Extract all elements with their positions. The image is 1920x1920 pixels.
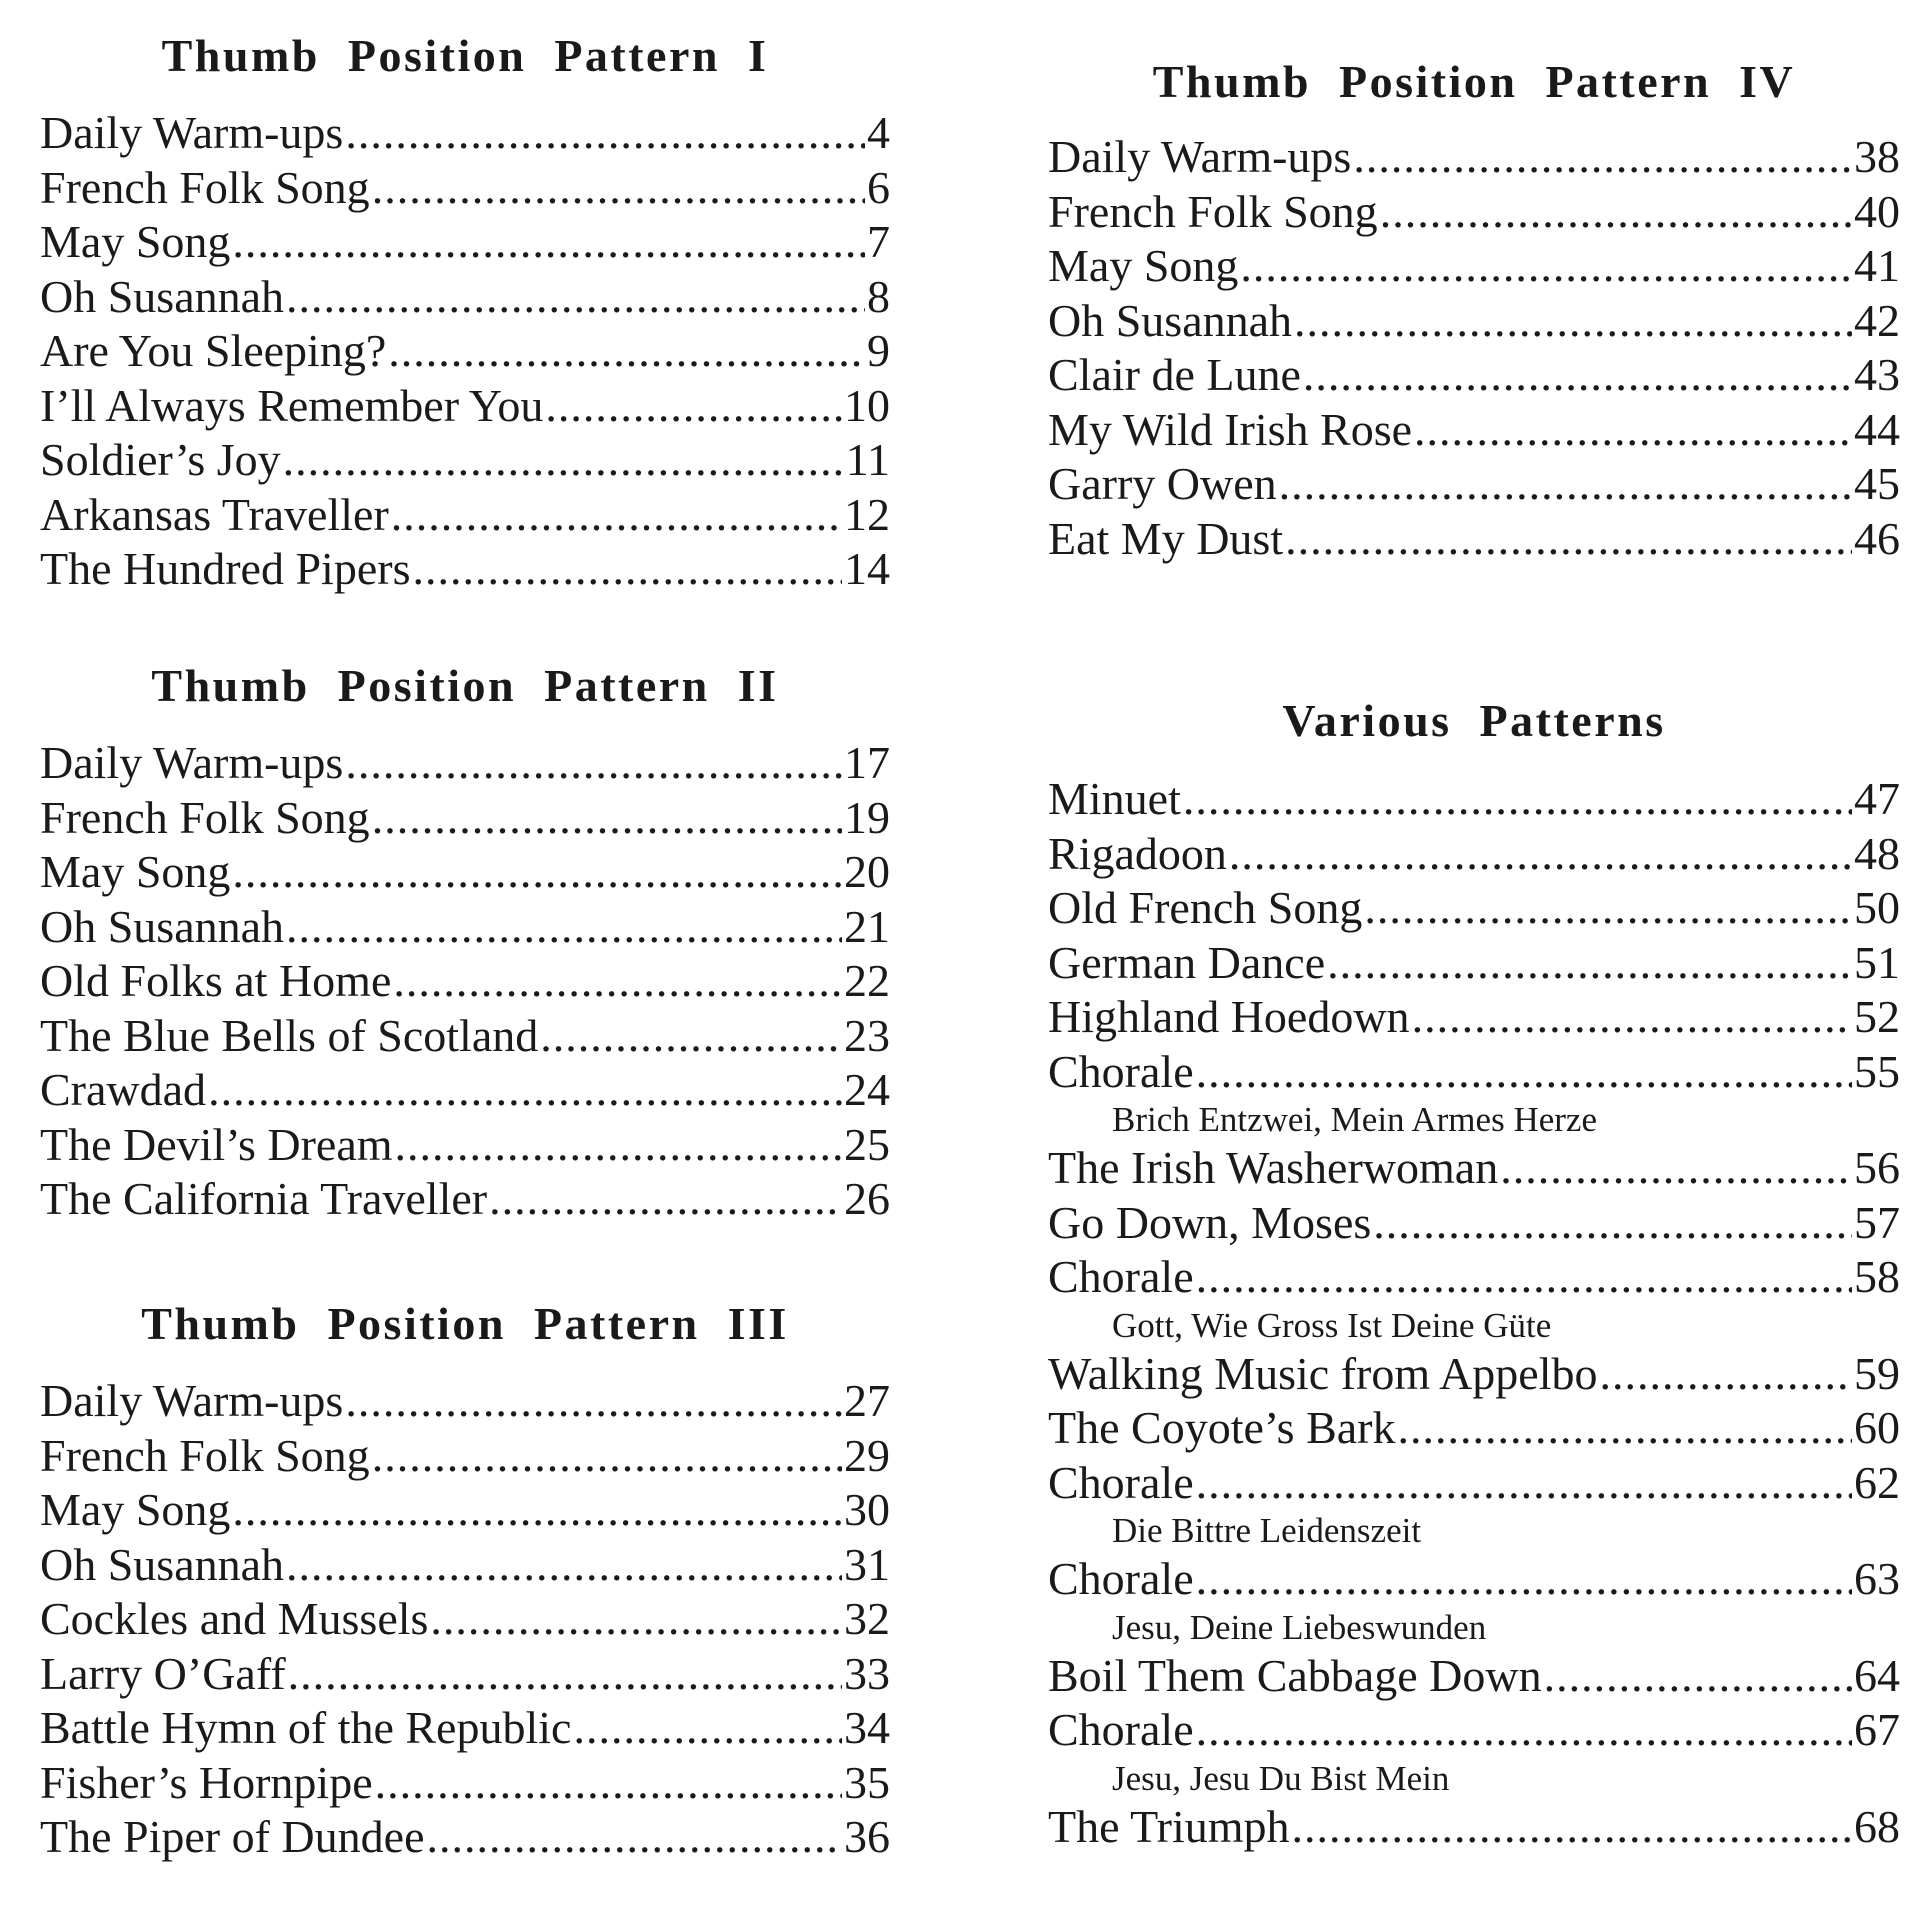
entry-title: The Irish Washerwoman <box>1048 1142 1499 1193</box>
entries-pattern-1 <box>40 106 890 597</box>
entry-title: Cockles and Mussels <box>40 1593 429 1644</box>
toc-entry <box>1048 772 1900 827</box>
entry-page-number: 29 <box>844 1429 890 1481</box>
toc-entry <box>40 324 890 379</box>
dot-leader <box>1229 827 1852 882</box>
entry-title: May Song <box>40 1484 231 1535</box>
entry-page-number: 25 <box>844 1118 890 1170</box>
dot-leader <box>540 1009 842 1064</box>
entry-page-number: 31 <box>844 1538 890 1590</box>
dot-leader <box>288 1647 842 1702</box>
toc-entry-row <box>1048 1141 1900 1196</box>
toc-entry-row <box>1048 294 1900 349</box>
dot-leader <box>395 1118 842 1173</box>
toc-entry <box>1048 239 1900 294</box>
section-pattern-2 <box>40 658 890 714</box>
dot-leader <box>232 1483 842 1538</box>
toc-entry <box>1048 185 1900 240</box>
entry-page-number: 33 <box>844 1647 890 1699</box>
toc-entry <box>1048 1552 1900 1649</box>
entry-title: Garry Owen <box>1048 458 1277 509</box>
dot-leader <box>1364 881 1852 936</box>
dot-leader <box>1183 772 1852 827</box>
toc-entry <box>40 900 890 955</box>
entry-page-number: 52 <box>1854 991 1900 1042</box>
toc-entry-row <box>40 1483 890 1538</box>
entry-page-number: 43 <box>1854 349 1900 400</box>
toc-entry <box>1048 936 1900 991</box>
entry-title: The Coyote’s Bark <box>1048 1402 1396 1453</box>
toc-entry-row <box>1048 185 1900 240</box>
toc-entry-row <box>1048 1552 1900 1607</box>
dot-leader <box>545 379 842 434</box>
toc-entry-row <box>40 736 890 791</box>
toc-entry <box>40 488 890 543</box>
toc-entry-row <box>40 1810 890 1865</box>
dot-leader <box>372 1429 842 1484</box>
dot-leader <box>1196 1552 1852 1607</box>
toc-entry <box>40 433 890 488</box>
dot-leader <box>1196 1045 1852 1100</box>
entry-title: Old French Song <box>1048 882 1363 933</box>
entry-page-number: 9 <box>867 325 890 376</box>
dot-leader <box>430 1592 842 1647</box>
toc-entry-row <box>1048 1456 1900 1511</box>
dot-leader <box>1380 185 1852 240</box>
entry-title: Eat My Dust <box>1048 512 1284 564</box>
section-pattern-1 <box>40 28 890 84</box>
entry-title: French Folk Song <box>40 1429 370 1481</box>
entry-page-number: 47 <box>1854 773 1900 824</box>
entry-page-number: 6 <box>867 161 890 213</box>
dot-leader <box>372 161 865 216</box>
entry-page-number: 14 <box>844 543 890 594</box>
dot-leader <box>489 1172 842 1227</box>
entry-title: Are You Sleeping? <box>40 325 387 376</box>
toc-entry-row <box>40 1063 890 1118</box>
entry-page-number: 10 <box>844 379 890 431</box>
dot-leader <box>1353 130 1852 185</box>
entry-title: May Song <box>1048 240 1239 291</box>
toc-entry-row <box>40 488 890 543</box>
toc-entry <box>1048 1141 1900 1196</box>
toc-entry <box>40 1756 890 1811</box>
toc-entry-row <box>40 1701 890 1756</box>
entry-title: Clair de Lune <box>1048 349 1301 400</box>
entry-page-number: 50 <box>1854 882 1900 933</box>
entry-title: Minuet <box>1048 773 1181 824</box>
entry-page-number: 56 <box>1854 1142 1900 1193</box>
toc-entry <box>1048 1456 1900 1553</box>
section-title: Thumb Position Pattern IV <box>1152 56 1796 107</box>
toc-entry <box>40 1172 890 1227</box>
section-title: Various Patterns <box>1282 695 1666 746</box>
entry-title: Daily Warm-ups <box>40 107 344 158</box>
toc-entry <box>1048 827 1900 882</box>
section-pattern-4 <box>1048 54 1900 110</box>
dot-leader <box>372 791 842 846</box>
toc-entry-row <box>1048 936 1900 991</box>
toc-entry-row <box>1048 881 1900 936</box>
entry-title: The Triumph <box>1048 1800 1290 1852</box>
entry-page-number: 4 <box>867 107 890 158</box>
toc-entry-row <box>1048 1347 1900 1402</box>
entry-page-number: 11 <box>845 434 890 485</box>
entry-title: Soldier’s Joy <box>40 434 281 485</box>
toc-entry-row <box>1048 1250 1900 1305</box>
toc-entry <box>40 845 890 900</box>
dot-leader <box>412 542 842 597</box>
dot-leader <box>1600 1347 1852 1402</box>
toc-entry-row <box>40 1647 890 1702</box>
toc-entry <box>40 1483 890 1538</box>
toc-entry-row <box>40 1592 890 1647</box>
dot-leader <box>427 1810 843 1865</box>
toc-entry <box>40 1701 890 1756</box>
dot-leader <box>286 1538 842 1593</box>
entry-page-number: 32 <box>844 1593 890 1644</box>
entry-page-number: 45 <box>1854 458 1900 509</box>
toc-entry-row <box>40 106 890 161</box>
toc-entry-row <box>1048 1196 1900 1251</box>
dot-leader <box>232 845 842 900</box>
entry-title: Daily Warm-ups <box>1048 131 1352 182</box>
dot-leader <box>1412 990 1852 1045</box>
toc-entry <box>1048 1196 1900 1251</box>
entry-page-number: 62 <box>1854 1456 1900 1508</box>
toc-entry-row <box>1048 348 1900 403</box>
entry-title: Old Folks at Home <box>40 955 392 1006</box>
dot-leader <box>375 1756 842 1811</box>
dot-leader <box>208 1063 842 1118</box>
entry-page-number: 35 <box>844 1756 890 1808</box>
toc-entry <box>1048 881 1900 936</box>
dot-leader <box>393 954 842 1009</box>
entry-title: My Wild Irish Rose <box>1048 403 1413 455</box>
toc-entry <box>1048 1347 1900 1402</box>
dot-leader <box>1292 1800 1852 1855</box>
entry-page-number: 57 <box>1854 1196 1900 1248</box>
entry-page-number: 17 <box>844 737 890 788</box>
entry-page-number: 48 <box>1854 827 1900 879</box>
toc-entry-row <box>1048 403 1900 458</box>
entry-page-number: 19 <box>844 791 890 843</box>
toc-entry <box>1048 457 1900 512</box>
toc-entry <box>40 954 890 1009</box>
entry-title: The Blue Bells of Scotland <box>40 1009 539 1061</box>
entry-page-number: 36 <box>844 1811 890 1862</box>
entry-page-number: 8 <box>867 270 890 322</box>
entry-title: Oh Susannah <box>40 1538 285 1590</box>
dot-leader <box>1294 294 1852 349</box>
entry-page-number: 30 <box>844 1484 890 1535</box>
entry-subtitle: Jesu, Jesu Du Bist Mein <box>1112 1758 1450 1798</box>
toc-entry-row <box>1048 130 1900 185</box>
toc-entry-row <box>40 954 890 1009</box>
dot-leader <box>345 106 865 161</box>
entry-page-number: 64 <box>1854 1649 1900 1701</box>
toc-entry <box>1048 512 1900 567</box>
entry-page-number: 22 <box>844 955 890 1006</box>
toc-entry <box>40 542 890 597</box>
entry-title: The Piper of Dundee <box>40 1811 425 1862</box>
entry-title: Highland Hoedown <box>1048 991 1410 1042</box>
entry-title: Oh Susannah <box>1048 294 1293 346</box>
entry-page-number: 24 <box>844 1064 890 1115</box>
entries-pattern-2 <box>40 736 890 1227</box>
entry-page-number: 44 <box>1854 403 1900 455</box>
toc-entry-row <box>1048 457 1900 512</box>
toc-entry <box>40 791 890 846</box>
toc-entry <box>40 1063 890 1118</box>
entry-page-number: 51 <box>1854 936 1900 988</box>
toc-entry-row <box>40 1009 890 1064</box>
entry-title: Chorale <box>1048 1045 1194 1097</box>
entry-title: French Folk Song <box>40 161 370 213</box>
toc-entry-row <box>1048 990 1900 1045</box>
dot-leader <box>345 1374 842 1429</box>
toc-entry <box>40 1429 890 1484</box>
toc-entry-row <box>1048 1401 1900 1456</box>
toc-entry <box>1048 403 1900 458</box>
dot-leader <box>1373 1196 1852 1251</box>
entry-title: Boil Them Cabbage Down <box>1048 1649 1542 1701</box>
dot-leader <box>286 900 842 955</box>
entry-title: Chorale <box>1048 1553 1194 1604</box>
entry-page-number: 42 <box>1854 294 1900 346</box>
toc-entry-row <box>40 324 890 379</box>
entry-title: Oh Susannah <box>40 900 285 952</box>
dot-leader <box>1285 512 1852 567</box>
toc-entry <box>40 379 890 434</box>
toc-entry <box>40 736 890 791</box>
entry-title: Chorale <box>1048 1251 1194 1302</box>
dot-leader <box>391 488 842 543</box>
entry-page-number: 40 <box>1854 185 1900 237</box>
entry-title: French Folk Song <box>40 791 370 843</box>
entry-subtitle: Die Bittre Leidenszeit <box>1112 1511 1422 1550</box>
entry-page-number: 67 <box>1854 1704 1900 1755</box>
toc-entry-row <box>40 791 890 846</box>
toc-entry <box>40 1592 890 1647</box>
toc-entry-row <box>40 270 890 325</box>
toc-entry-row <box>40 542 890 597</box>
entry-subtitle: Jesu, Deine Liebeswunden <box>1112 1607 1487 1647</box>
entry-title: Chorale <box>1048 1456 1194 1508</box>
entry-title: Arkansas Traveller <box>40 488 389 540</box>
toc-entry-row <box>1048 1800 1900 1855</box>
entry-title: German Dance <box>1048 936 1326 988</box>
dot-leader <box>388 324 865 379</box>
dot-leader <box>1303 348 1852 403</box>
toc-entry <box>1048 1045 1900 1142</box>
entry-title: French Folk Song <box>1048 185 1378 237</box>
entry-title: Walking Music from Appelbo <box>1048 1347 1598 1399</box>
toc-entry-row <box>40 379 890 434</box>
entry-title: May Song <box>40 846 231 897</box>
entry-page-number: 26 <box>844 1173 890 1224</box>
toc-entry-row <box>40 1756 890 1811</box>
dot-leader <box>1414 403 1852 458</box>
entry-title: Daily Warm-ups <box>40 737 344 788</box>
dot-leader <box>1240 239 1852 294</box>
section-title: Thumb Position Pattern II <box>151 660 779 711</box>
section-pattern-3 <box>40 1296 890 1352</box>
toc-entry-row <box>40 1172 890 1227</box>
entry-page-number: 38 <box>1854 131 1900 182</box>
toc-entry <box>1048 1703 1900 1800</box>
toc-entry <box>40 1374 890 1429</box>
toc-entry-row <box>40 161 890 216</box>
toc-entry-row <box>40 1429 890 1484</box>
toc-entry-row <box>1048 1703 1900 1758</box>
dot-leader <box>1327 936 1852 991</box>
entry-page-number: 27 <box>844 1375 890 1426</box>
toc-entry <box>1048 294 1900 349</box>
section-title: Thumb Position Pattern III <box>141 1298 789 1349</box>
toc-entry <box>1048 1800 1900 1855</box>
dot-leader <box>573 1701 842 1756</box>
toc-entry <box>1048 130 1900 185</box>
entry-page-number: 63 <box>1854 1553 1900 1604</box>
entry-subtitle: Brich Entzwei, Mein Armes Herze <box>1112 1100 1597 1139</box>
toc-entry-row <box>40 1538 890 1593</box>
entry-page-number: 68 <box>1854 1800 1900 1852</box>
toc-entry-row <box>40 900 890 955</box>
dot-leader <box>1196 1456 1852 1511</box>
toc-entry <box>40 215 890 270</box>
entry-subtitle: Gott, Wie Gross Ist Deine Güte <box>1112 1305 1552 1345</box>
section-title: Thumb Position Pattern I <box>161 30 769 81</box>
entry-page-number: 60 <box>1854 1402 1900 1453</box>
dot-leader <box>1196 1703 1852 1758</box>
entry-title: Battle Hymn of the Republic <box>40 1702 572 1753</box>
toc-entry <box>40 1647 890 1702</box>
dot-leader <box>1500 1141 1852 1196</box>
entry-title: I’ll Always Remember You <box>40 379 544 431</box>
toc-entry-row <box>1048 1649 1900 1704</box>
toc-entry <box>40 161 890 216</box>
entry-page-number: 12 <box>844 488 890 540</box>
toc-entry <box>40 270 890 325</box>
toc-entry-row <box>1048 512 1900 567</box>
toc-entry-row <box>1048 239 1900 294</box>
entry-page-number: 34 <box>844 1702 890 1753</box>
entry-page-number: 41 <box>1854 240 1900 291</box>
entry-title: Larry O’Gaff <box>40 1647 286 1699</box>
entry-title: The California Traveller <box>40 1173 488 1224</box>
entry-page-number: 46 <box>1854 512 1900 564</box>
entry-title: Daily Warm-ups <box>40 1375 344 1426</box>
dot-leader <box>1279 457 1852 512</box>
entry-page-number: 20 <box>844 846 890 897</box>
toc-entry-row <box>40 215 890 270</box>
entry-title: Fisher’s Hornpipe <box>40 1756 373 1808</box>
entries-various-patterns <box>1048 772 1900 1854</box>
dot-leader <box>1196 1250 1852 1305</box>
dot-leader <box>1544 1649 1852 1704</box>
entry-page-number: 58 <box>1854 1251 1900 1302</box>
toc-entry <box>40 1009 890 1064</box>
entries-pattern-4 <box>1048 130 1900 566</box>
toc-entry <box>1048 1401 1900 1456</box>
toc-entry <box>40 1538 890 1593</box>
dot-leader <box>1398 1401 1853 1456</box>
entry-title: May Song <box>40 216 231 267</box>
dot-leader <box>232 215 865 270</box>
dot-leader <box>345 736 842 791</box>
toc-entry-row <box>40 845 890 900</box>
dot-leader <box>283 433 844 488</box>
toc-entry-row <box>40 1374 890 1429</box>
toc-entry-row <box>40 433 890 488</box>
entries-pattern-3 <box>40 1374 890 1865</box>
toc-entry <box>40 106 890 161</box>
entry-title: The Hundred Pipers <box>40 543 411 594</box>
entry-title: The Devil’s Dream <box>40 1118 393 1170</box>
toc-entry <box>1048 990 1900 1045</box>
entry-title: Rigadoon <box>1048 827 1227 879</box>
entry-page-number: 21 <box>844 900 890 952</box>
entry-page-number: 59 <box>1854 1347 1900 1399</box>
entry-title: Go Down, Moses <box>1048 1196 1372 1248</box>
entry-page-number: 23 <box>844 1009 890 1061</box>
toc-entry-row <box>1048 772 1900 827</box>
toc-entry <box>1048 1250 1900 1347</box>
entry-title: Chorale <box>1048 1704 1194 1755</box>
toc-entry-row <box>1048 827 1900 882</box>
toc-entry <box>40 1118 890 1173</box>
dot-leader <box>286 270 865 325</box>
toc-entry <box>1048 348 1900 403</box>
entry-page-number: 7 <box>867 216 890 267</box>
entry-title: Oh Susannah <box>40 270 285 322</box>
section-various-patterns <box>1048 693 1900 749</box>
toc-entry <box>1048 1649 1900 1704</box>
toc-entry-row <box>40 1118 890 1173</box>
toc-entry-row <box>1048 1045 1900 1100</box>
toc-entry <box>40 1810 890 1865</box>
entry-page-number: 55 <box>1854 1045 1900 1097</box>
entry-title: Crawdad <box>40 1064 207 1115</box>
